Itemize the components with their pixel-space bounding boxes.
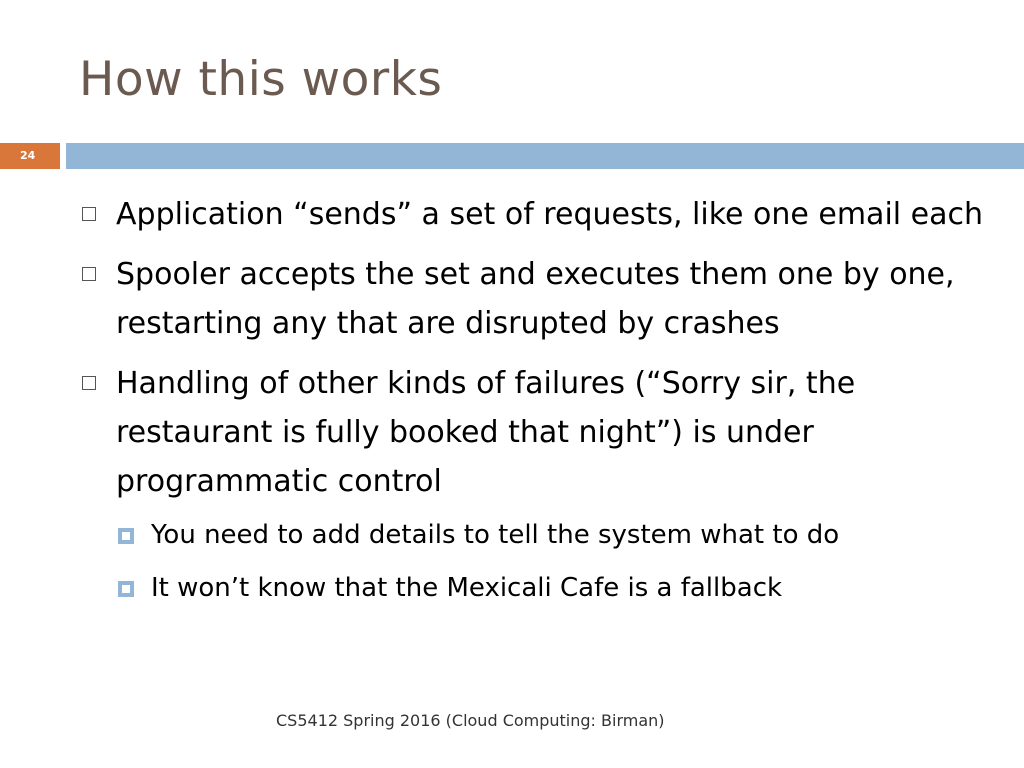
sub-bullet-text: It won’t know that the Mexicali Cafe is a fallback xyxy=(151,573,783,603)
sub-bullet-item xyxy=(116,517,1000,553)
bullet-item xyxy=(80,250,1000,348)
slide-footer: CS5412 Spring 2016 (Cloud Computing: Birman) xyxy=(276,711,665,730)
slide-number: 24 xyxy=(0,143,60,169)
square-bullet-icon xyxy=(82,207,96,221)
bullet-item xyxy=(80,190,1000,239)
square-bullet-icon xyxy=(82,267,96,281)
header-bar xyxy=(66,143,1024,169)
sub-bullet-item xyxy=(116,570,1000,606)
bullet-text: Spooler accepts the set and executes them one by one, restarting any that are disrupted by crashes xyxy=(116,257,955,341)
filled-square-bullet-icon xyxy=(118,581,134,597)
slide-title: How this works xyxy=(79,52,443,107)
bullet-text: Handling of other kinds of failures (“Sorry sir, the restaurant is fully booked that night”) is under programmatic control xyxy=(116,366,856,499)
bullet-item xyxy=(80,359,1000,506)
filled-square-bullet-icon xyxy=(118,528,134,544)
square-bullet-icon xyxy=(82,376,96,390)
sub-bullet-text: You need to add details to tell the system what to do xyxy=(151,520,840,550)
slide-content xyxy=(80,190,1000,623)
bullet-text: Application “sends” a set of requests, like one email each xyxy=(116,197,983,232)
sub-bullet-list xyxy=(80,517,1000,606)
